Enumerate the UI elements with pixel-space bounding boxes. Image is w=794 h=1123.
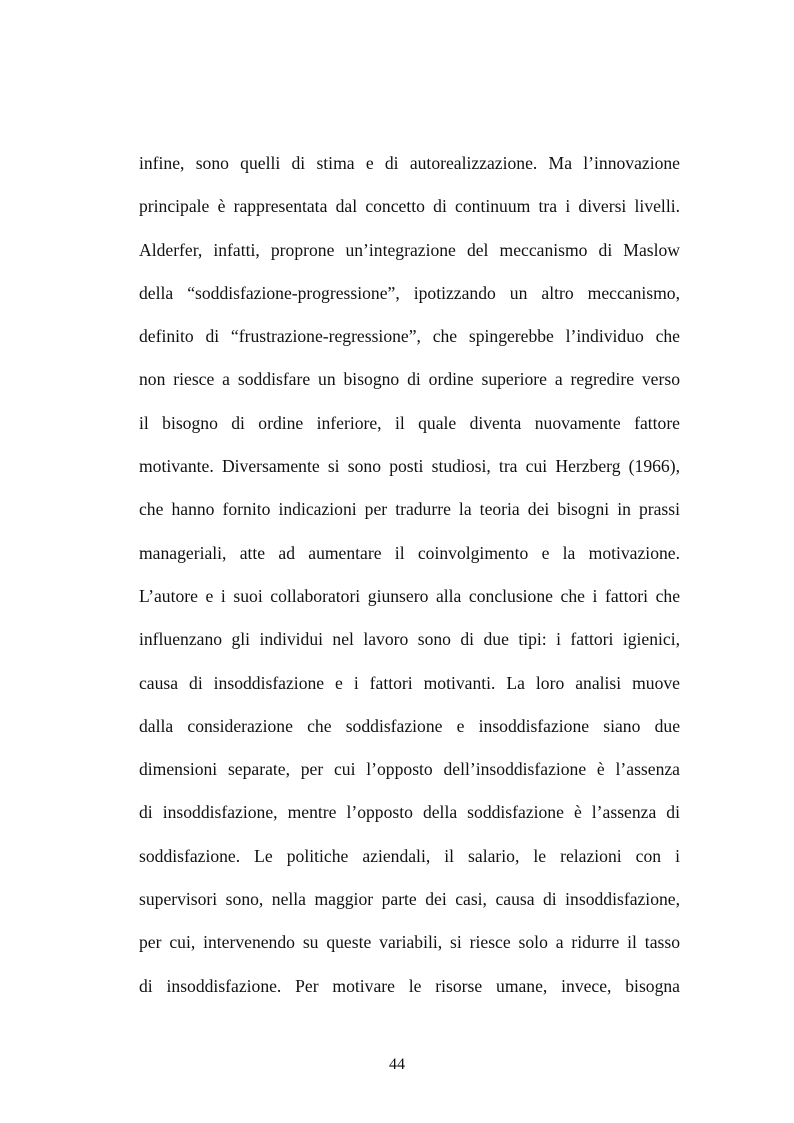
text-line: soddisfazione. Le politiche aziendali, il salario, le relazioni con i	[139, 845, 680, 866]
text-line: di insoddisfazione. Per motivare le risorse umane, invece, bisogna	[139, 975, 680, 996]
text-line: di insoddisfazione, mentre l’opposto della soddisfazione è l’assenza di	[139, 802, 680, 823]
text-line: che hanno fornito indicazioni per tradurre la teoria dei bisogni in prassi	[139, 499, 680, 520]
text-line: della “soddisfazione-progressione”, ipotizzando un altro meccanismo,	[139, 282, 680, 303]
text-line: il bisogno di ordine inferiore, il quale diventa nuovamente fattore	[139, 412, 680, 433]
text-line: per cui, intervenendo su queste variabili, si riesce solo a ridurre il tasso	[139, 932, 680, 953]
text-line: infine, sono quelli di stima e di autorealizzazione. Ma l’innovazione	[139, 153, 680, 173]
text-line: causa di insoddisfazione e i fattori motivanti. La loro analisi muove	[139, 672, 680, 693]
text-line: non riesce a soddisfare un bisogno di ordine superiore a regredire verso	[139, 369, 680, 390]
page-number: 44	[389, 1056, 405, 1073]
text-line: manageriali, atte ad aumentare il coinvolgimento e la motivazione.	[139, 542, 680, 563]
text-line: Alderfer, infatti, proprone un’integrazione del meccanismo di Maslow	[139, 239, 680, 260]
text-line: dalla considerazione che soddisfazione e insoddisfazione siano due	[139, 715, 680, 736]
text-line: principale è rappresentata dal concetto di continuum tra i diversi livelli.	[139, 196, 680, 217]
text-line: motivante. Diversamente si sono posti studiosi, tra cui Herzberg (1966),	[139, 456, 680, 477]
text-line: influenzano gli individui nel lavoro sono di due tipi: i fattori igienici,	[139, 629, 680, 650]
text-line: definito di “frustrazione-regressione”, che spingerebbe l’individuo che	[139, 326, 680, 347]
body-paragraph	[139, 148, 680, 1014]
text-line: L’autore e i suoi collaboratori giunsero alla conclusione che i fattori che	[139, 585, 680, 606]
text-line: dimensioni separate, per cui l’opposto dell’insoddisfazione è l’assenza	[139, 759, 680, 780]
text-line: supervisori sono, nella maggior parte dei casi, causa di insoddisfazione,	[139, 889, 680, 910]
